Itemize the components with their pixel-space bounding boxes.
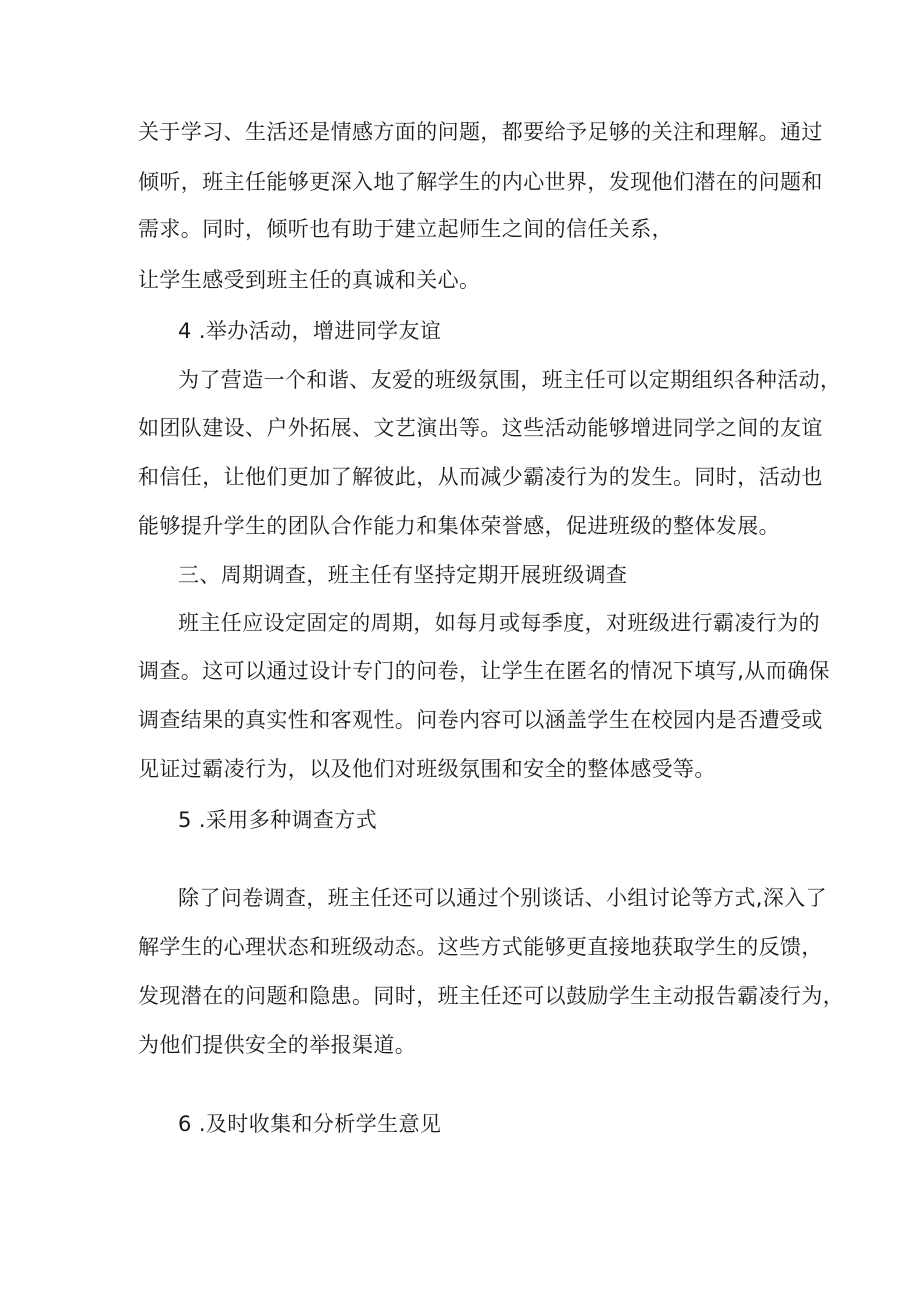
paragraph-line: 发现潜在的问题和隐患。同时，班主任还可以鼓励学生主动报告霸凌行为， <box>138 984 845 1008</box>
paragraph-line: 和信任，让他们更加了解彼此，从而减少霸凌行为的发生。同时，活动也 <box>138 465 823 489</box>
paragraph-line: 见证过霸凌行为，以及他们对班级氛围和安全的整体感受等。 <box>138 757 716 781</box>
paragraph-line: 如团队建设、户外拓展、文艺演出等。这些活动能够增进同学之间的友谊 <box>138 416 823 440</box>
paragraph-line: 能够提升学生的团队合作能力和集体荣誉感，促进班级的整体发展。 <box>138 514 780 538</box>
paragraph-line: 为了营造一个和谐、友爱的班级氛围，班主任可以定期组织各种活动， <box>178 368 842 392</box>
paragraph-line: 调查结果的真实性和客观性。问卷内容可以涵盖学生在校园内是否遭受或 <box>138 708 823 732</box>
paragraph-line: 调查。这可以通过设计专门的问卷，让学生在匿名的情况下填写,从而确保 <box>138 659 830 683</box>
section-heading: 6 .及时收集和分析学生意见 <box>178 1112 442 1136</box>
paragraph-line: 班主任应设定固定的周期，如每月或每季度，对班级进行霸凌行为的 <box>178 611 820 635</box>
paragraph-line: 解学生的心理状态和班级动态。这些方式能够更直接地获取学生的反馈， <box>138 935 823 959</box>
paragraph-line: 让学生感受到班主任的真诚和关心。 <box>138 268 481 292</box>
section-heading: 5 .采用多种调查方式 <box>178 808 378 832</box>
section-heading: 三、周期调查，班主任有坚持定期开展班级调查 <box>178 563 628 587</box>
paragraph-line: 关于学习、生活还是情感方面的问题，都要给予足够的关注和理解。通过 <box>138 120 823 144</box>
paragraph-line: 倾听，班主任能够更深入地了解学生的内心世界，发现他们潜在的问题和 <box>138 170 823 194</box>
paragraph-line: 需求。同时，倾听也有助于建立起师生之间的信任关系， <box>138 217 673 241</box>
paragraph-line: 为他们提供安全的举报渠道。 <box>138 1033 417 1057</box>
section-heading: 4 .举办活动，增进同学友谊 <box>178 319 442 343</box>
paragraph-line: 除了问卷调查，班主任还可以通过个别谈话、小组讨论等方式,深入了 <box>178 886 828 910</box>
